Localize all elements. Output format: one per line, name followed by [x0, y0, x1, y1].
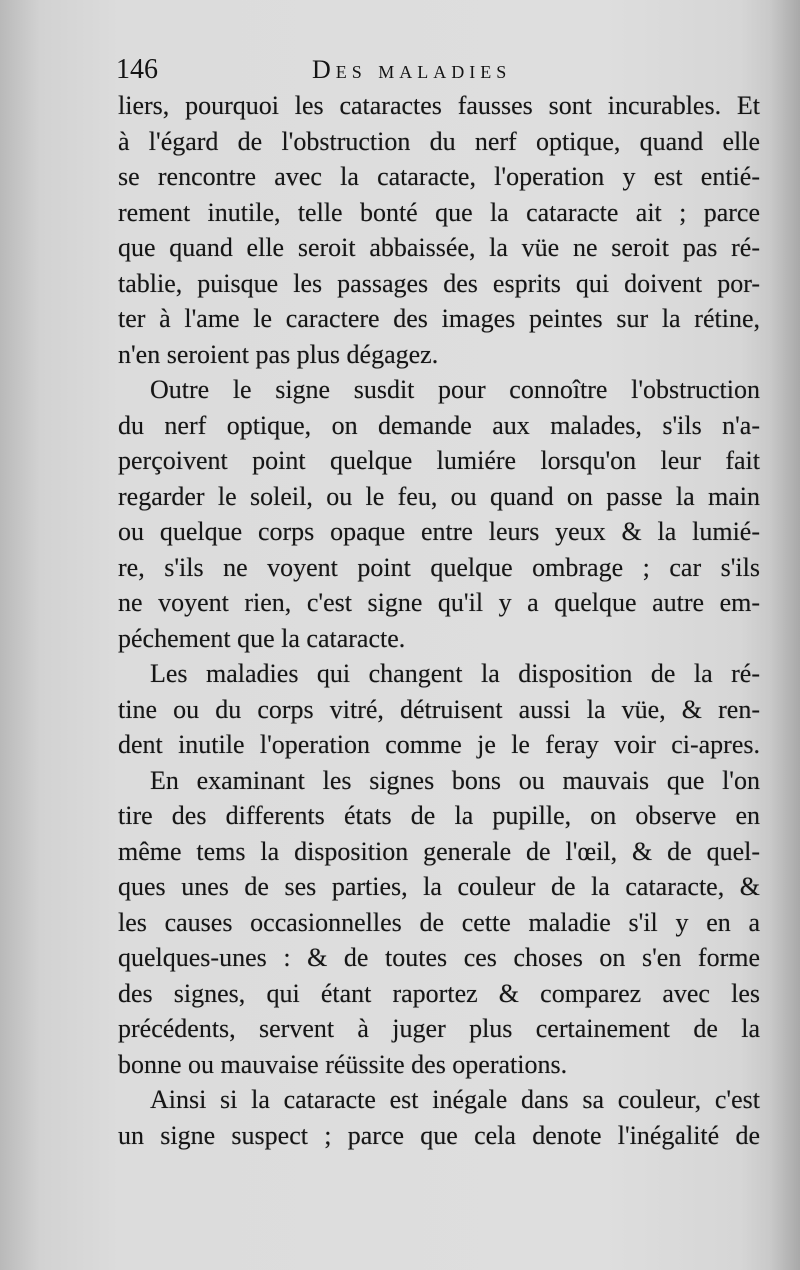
text-line: rement inutile, telle bonté que la cataracte ait ; parce [118, 197, 760, 227]
text-line: Outre le signe susdit pour connoître l'obstruction [150, 375, 760, 404]
text-line: regarder le soleil, ou le feu, ou quand on passe la main [118, 481, 760, 511]
text-line: Ainsi si la cataracte est inégale dans sa couleur, c'est [150, 1085, 760, 1114]
text-line: ou quelque corps opaque entre leurs yeux & la lumié- [118, 517, 760, 546]
text-line: re, s'ils ne voyent point quelque ombrage ; car s'ils [118, 552, 760, 582]
page-gutter-shadow [770, 0, 800, 1270]
body-text [118, 88, 760, 1153]
text-line: du nerf optique, on demande aux malades, s'ils n'a- [118, 410, 760, 440]
text-line: un signe suspect ; parce que cela denote l'inégalité de [118, 1120, 760, 1150]
running-head: Des maladies [312, 55, 512, 84]
text-line: dent inutile l'operation comme je le feray voir ci-apres. [118, 730, 760, 759]
page-number: 146 [116, 54, 158, 85]
text-line: précédents, servent à juger plus certainement de la [118, 1014, 760, 1043]
text-line: Les maladies qui changent la disposition de la ré- [150, 659, 760, 688]
text-line: que quand elle seroit abbaissée, la vüe ne seroit pas ré- [118, 233, 760, 262]
page-header [116, 52, 766, 88]
text-line: ter à l'ame le caractere des images peintes sur la rétine, [118, 304, 760, 333]
text-line: ne voyent rien, c'est signe qu'il y a quelque autre em- [118, 588, 760, 617]
text-line: tire des differents états de la pupille, on observe en [118, 801, 760, 830]
text-line: n'en seroient pas plus dégagez. [118, 339, 439, 369]
text-line: se rencontre avec la cataracte, l'operation y est entié- [118, 162, 760, 191]
text-line: tine ou du corps vitré, détruisent aussi la vüe, & ren- [118, 694, 760, 724]
text-line: En examinant les signes bons ou mauvais que l'on [150, 765, 760, 795]
text-line: tablie, puisque les passages des esprits qui doivent por- [118, 268, 760, 298]
text-line: péchement que la cataracte. [118, 623, 406, 653]
text-line: même tems la disposition generale de l'œil, & de quel- [118, 836, 760, 866]
text-line: quelques-unes : & de toutes ces choses on s'en forme [118, 943, 760, 972]
text-line: bonne ou mauvaise réüssite des operations. [118, 1049, 568, 1079]
text-line: des signes, qui étant raportez & comparez avec les [118, 978, 760, 1008]
text-line: les causes occasionnelles de cette maladie s'il y en a [118, 907, 760, 937]
text-line: perçoivent point quelque lumiére lorsqu'on leur fait [118, 446, 760, 475]
text-line: liers, pourquoi les cataractes fausses sont incurables. Et [118, 91, 760, 120]
text-line: à l'égard de l'obstruction du nerf optique, quand elle [118, 126, 760, 156]
text-line: ques unes de ses parties, la couleur de la cataracte, & [118, 872, 760, 901]
